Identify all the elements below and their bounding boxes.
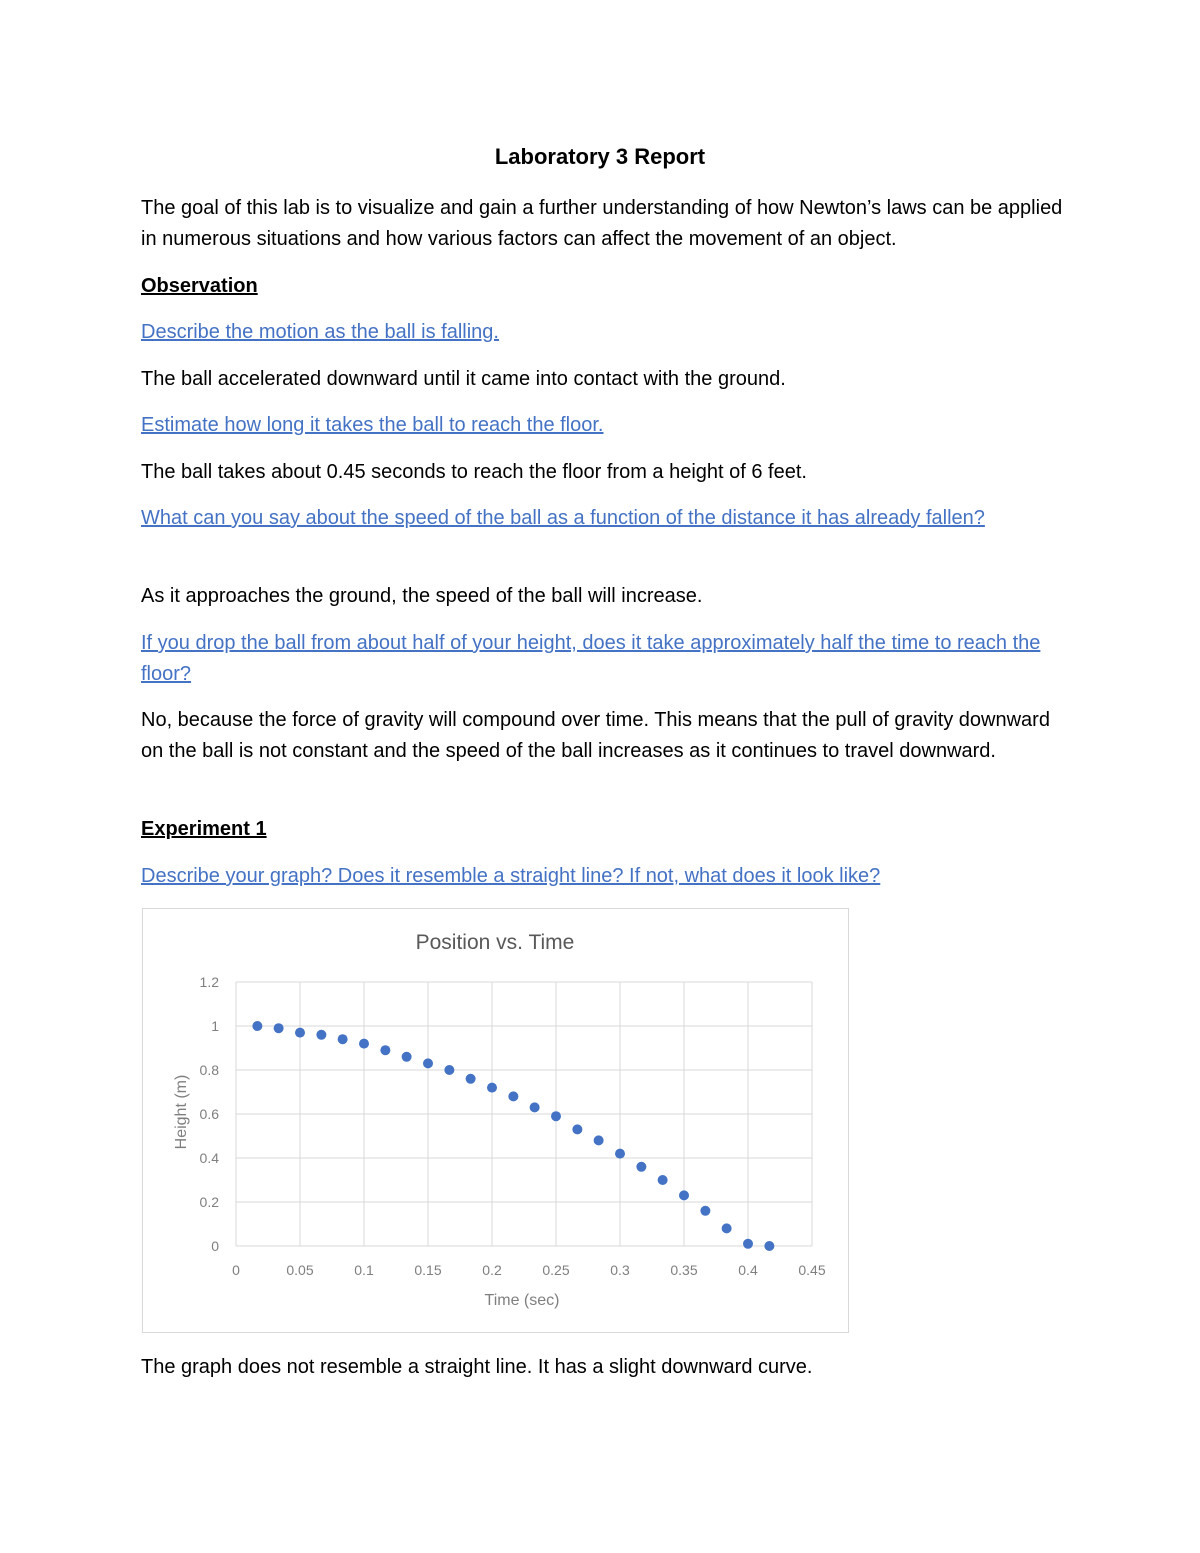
data-point bbox=[572, 1124, 582, 1134]
question-speed: What can you say about the speed of the ball as a function of the distance it has already fallen? bbox=[141, 507, 985, 529]
experiment-heading: Experiment 1 bbox=[141, 818, 267, 840]
data-point bbox=[295, 1028, 305, 1038]
x-tick-label: 0.15 bbox=[414, 1262, 442, 1278]
question-graph: Describe your graph? Does it resemble a straight line? If not, what does it look like? bbox=[141, 865, 881, 887]
x-axis-title: Time (sec) bbox=[484, 1292, 560, 1309]
x-tick-label: 0.35 bbox=[670, 1262, 698, 1278]
data-point bbox=[679, 1190, 689, 1200]
data-point bbox=[359, 1039, 369, 1049]
observation-heading: Observation bbox=[141, 275, 258, 297]
data-point bbox=[274, 1023, 284, 1033]
data-point bbox=[252, 1021, 262, 1031]
data-point bbox=[423, 1058, 433, 1068]
x-tick-label: 0.3 bbox=[610, 1262, 630, 1278]
data-point bbox=[636, 1162, 646, 1172]
question-motion: Describe the motion as the ball is falling. bbox=[141, 321, 499, 343]
x-tick-label: 0.4 bbox=[738, 1262, 758, 1278]
intro-paragraph: The goal of this lab is to visualize and gain a further understanding of how Newton’s laws can be applied in numerous situations and how various factors can affect the movement of an object. bbox=[141, 197, 1063, 250]
data-point bbox=[508, 1091, 518, 1101]
answer-half-height: No, because the force of gravity will compound over time. This means that the pull of gravity downward on the ball is not constant and the speed of the ball increases as it continues to travel downward. bbox=[141, 709, 1050, 762]
data-point bbox=[722, 1223, 732, 1233]
chart-data-points bbox=[252, 1021, 774, 1251]
data-point bbox=[380, 1045, 390, 1055]
data-point bbox=[444, 1065, 454, 1075]
answer-motion: The ball accelerated downward until it came into contact with the ground. bbox=[141, 368, 786, 390]
y-tick-label: 0.2 bbox=[199, 1194, 219, 1210]
y-tick-label: 1 bbox=[211, 1018, 219, 1034]
question-time-estimate: Estimate how long it takes the ball to reach the floor. bbox=[141, 414, 604, 436]
data-point bbox=[551, 1111, 561, 1121]
chart-svg bbox=[143, 909, 848, 1332]
answer-speed: As it approaches the ground, the speed of the ball will increase. bbox=[141, 585, 703, 607]
data-point bbox=[487, 1083, 497, 1093]
data-point bbox=[594, 1135, 604, 1145]
position-time-chart bbox=[142, 908, 849, 1333]
y-tick-label: 0.8 bbox=[199, 1062, 219, 1078]
data-point bbox=[658, 1175, 668, 1185]
x-tick-label: 0.25 bbox=[542, 1262, 570, 1278]
data-point bbox=[402, 1052, 412, 1062]
data-point bbox=[316, 1030, 326, 1040]
data-point bbox=[466, 1074, 476, 1084]
y-tick-label: 0.6 bbox=[199, 1106, 219, 1122]
x-tick-label: 0.1 bbox=[354, 1262, 374, 1278]
answer-graph: The graph does not resemble a straight line. It has a slight downward curve. bbox=[141, 1356, 813, 1378]
document-title: Laboratory 3 Report bbox=[494, 144, 706, 169]
data-point bbox=[615, 1149, 625, 1159]
chart-gridlines bbox=[236, 982, 812, 1246]
y-tick-label: 0 bbox=[211, 1238, 219, 1254]
y-axis-title: Height (m) bbox=[173, 1074, 190, 1150]
y-tick-label: 1.2 bbox=[199, 974, 219, 990]
x-tick-label: 0.2 bbox=[482, 1262, 502, 1278]
data-point bbox=[764, 1241, 774, 1251]
x-tick-label: 0.45 bbox=[798, 1262, 826, 1278]
data-point bbox=[338, 1034, 348, 1044]
chart-title: Position vs. Time bbox=[415, 931, 575, 954]
data-point bbox=[743, 1239, 753, 1249]
chart-tick-labels bbox=[200, 974, 826, 1278]
data-point bbox=[530, 1102, 540, 1112]
x-tick-label: 0.05 bbox=[286, 1262, 314, 1278]
data-point bbox=[700, 1206, 710, 1216]
question-half-height: If you drop the ball from about half of your height, does it take approximately half the time to reach the floor? bbox=[141, 632, 1041, 685]
y-tick-label: 0.4 bbox=[199, 1150, 219, 1166]
answer-time-estimate: The ball takes about 0.45 seconds to reach the floor from a height of 6 feet. bbox=[141, 461, 807, 483]
x-tick-label: 0 bbox=[232, 1262, 240, 1278]
